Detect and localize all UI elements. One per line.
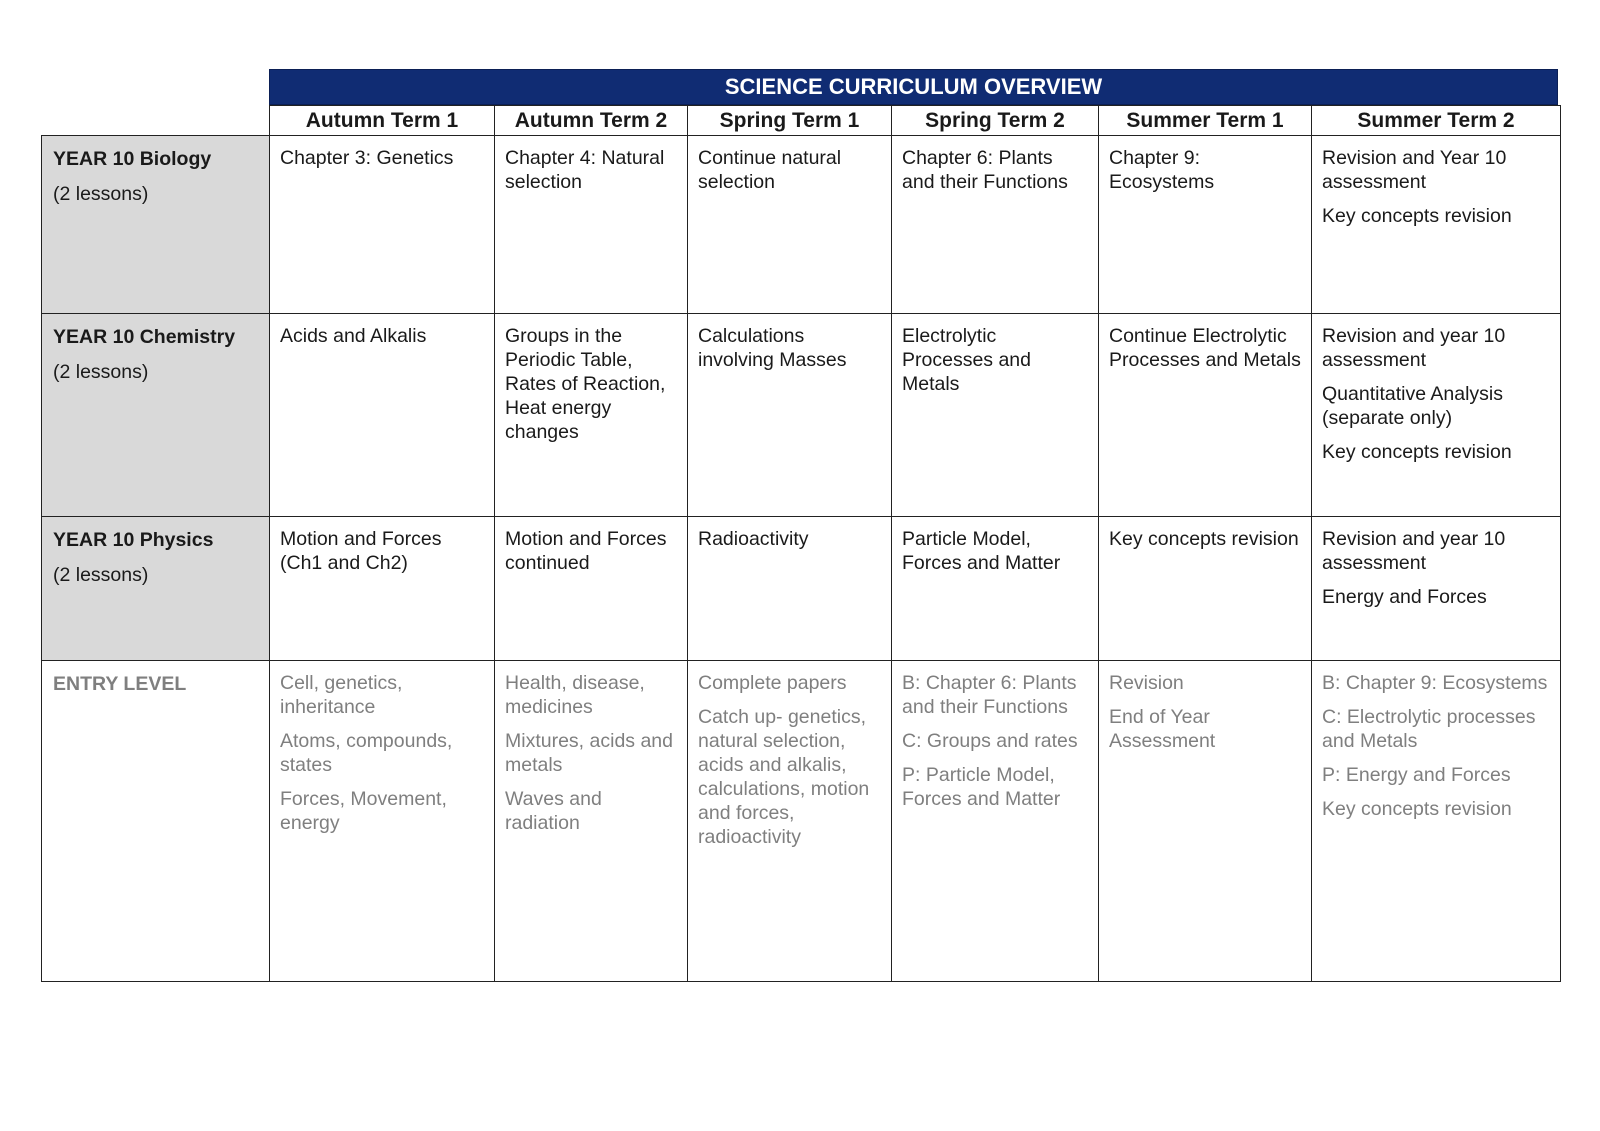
term-header: Spring Term 1 [688, 106, 892, 136]
cell-text: Revision and Year 10 assessment [1322, 147, 1507, 193]
row-sublabel: (2 lessons) [53, 183, 149, 205]
table-cell [688, 314, 892, 517]
cell-text: Calculations involving Masses [698, 325, 847, 371]
table-cell [1312, 314, 1561, 517]
table-cell [270, 517, 495, 661]
cell-text: Radioactivity [698, 528, 809, 550]
row-label: YEAR 10 Physics [53, 529, 214, 551]
term-header: Summer Term 2 [1312, 106, 1561, 136]
table-cell [1312, 136, 1561, 314]
row-label-cell [42, 314, 270, 517]
cell-text: Acids and Alkalis [280, 325, 427, 347]
cell-text: Revision and year 10 assessment [1322, 528, 1506, 574]
curriculum-table [41, 105, 1561, 982]
cell-text: Electrolytic Processes and Metals [902, 325, 1031, 395]
term-header: Autumn Term 2 [495, 106, 688, 136]
cell-text: Key concepts revision [1322, 798, 1512, 820]
term-header-row [42, 106, 1561, 136]
cell-text: Key concepts revision [1322, 441, 1512, 463]
row-label: YEAR 10 Chemistry [53, 326, 236, 348]
cell-text: Chapter 3: Genetics [280, 147, 454, 169]
cell-text: Chapter 6: Plants and their Functions [902, 147, 1068, 193]
row-sublabel: (2 lessons) [53, 361, 149, 383]
cell-text: Particle Model, Forces and Matter [902, 528, 1061, 574]
cell-text: Atoms, compounds, states [280, 730, 453, 776]
table-cell [1099, 517, 1312, 661]
table-cell [892, 314, 1099, 517]
table-cell [892, 136, 1099, 314]
cell-text: Continue natural selection [698, 147, 842, 193]
term-header: Summer Term 1 [1099, 106, 1312, 136]
cell-text: Chapter 4: Natural selection [505, 147, 665, 193]
cell-text: Waves and radiation [505, 788, 602, 834]
cell-text: B: Chapter 6: Plants and their Functions [902, 672, 1077, 718]
cell-text: B: Chapter 9: Ecosystems [1322, 672, 1548, 694]
cell-text: Motion and Forces (Ch1 and Ch2) [280, 528, 442, 574]
cell-text: Motion and Forces continued [505, 528, 667, 574]
cell-text: Groups in the Periodic Table, Rates of Reaction, Heat energy changes [505, 325, 666, 443]
cell-text: Forces, Movement, energy [280, 788, 447, 834]
table-cell [495, 661, 688, 982]
table-row-chemistry [42, 314, 1561, 517]
cell-text: Energy and Forces [1322, 586, 1487, 608]
table-cell [270, 314, 495, 517]
cell-text: Complete papers [698, 672, 847, 694]
term-header: Autumn Term 1 [270, 106, 495, 136]
table-cell [270, 136, 495, 314]
cell-text: Continue Electrolytic Processes and Metals [1109, 325, 1301, 371]
table-cell [1312, 661, 1561, 982]
cell-text: Health, disease, medicines [505, 672, 645, 718]
row-label: ENTRY LEVEL [53, 673, 187, 695]
table-cell [1099, 661, 1312, 982]
cell-text: Cell, genetics, inheritance [280, 672, 403, 718]
table-row-physics [42, 517, 1561, 661]
cell-text: Chapter 9: Ecosystems [1109, 147, 1215, 193]
cell-text: Key concepts revision [1109, 528, 1299, 550]
table-cell [495, 517, 688, 661]
cell-text: Revision and year 10 assessment [1322, 325, 1506, 371]
table-cell [1099, 136, 1312, 314]
cell-text: Mixtures, acids and metals [505, 730, 673, 776]
cell-text: Catch up- genetics, natural selection, acids and alkalis, calculations, motion and forces, radioactivity [698, 706, 870, 848]
cell-text: C: Groups and rates [902, 730, 1078, 752]
table-cell [688, 136, 892, 314]
cell-text: Revision [1109, 672, 1184, 694]
cell-text: Quantitative Analysis (separate only) [1322, 383, 1504, 429]
row-label-cell [42, 136, 270, 314]
table-row-entry-level [42, 661, 1561, 982]
cell-text: C: Electrolytic processes and Metals [1322, 706, 1536, 752]
cell-text: Key concepts revision [1322, 205, 1512, 227]
table-cell [892, 661, 1099, 982]
table-cell [892, 517, 1099, 661]
table-cell [1312, 517, 1561, 661]
table-cell [495, 136, 688, 314]
table-cell [1099, 314, 1312, 517]
cell-text: End of Year Assessment [1109, 706, 1216, 752]
page-title: SCIENCE CURRICULUM OVERVIEW [269, 69, 1558, 105]
table-cell [688, 661, 892, 982]
cell-text: P: Particle Model, Forces and Matter [902, 764, 1061, 810]
row-label-cell [42, 517, 270, 661]
table-cell [688, 517, 892, 661]
table-cell [495, 314, 688, 517]
row-label: YEAR 10 Biology [53, 148, 212, 170]
table-row-biology [42, 136, 1561, 314]
corner-cell [42, 106, 270, 136]
cell-text: P: Energy and Forces [1322, 764, 1511, 786]
term-header: Spring Term 2 [892, 106, 1099, 136]
row-sublabel: (2 lessons) [53, 564, 149, 586]
row-label-cell [42, 661, 270, 982]
table-cell [270, 661, 495, 982]
